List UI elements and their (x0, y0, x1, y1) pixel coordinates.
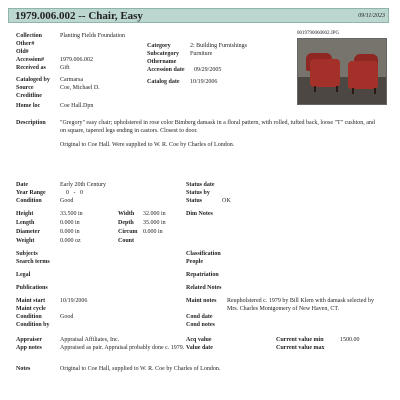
label-cond-notes: Cond notes (186, 322, 215, 328)
label-people: People (186, 259, 203, 265)
value-current-value-min: 1500.00 (340, 337, 360, 343)
label-height: Height (16, 211, 34, 217)
value-width: 32.000 in (143, 211, 166, 217)
value-received-as: Gift (60, 65, 70, 71)
value-category: 2: Building Furnishings (190, 43, 248, 49)
label-description: Description (16, 120, 46, 126)
label-condition: Condition (16, 198, 42, 204)
label-app-notes: App notes (16, 345, 42, 351)
label-maint-notes: Maint notes (186, 298, 217, 304)
value-accession-date: 09/29/2005 (194, 67, 222, 73)
value-diameter: 0.000 in (60, 229, 80, 235)
label-maint-cycle: Maint cycle (16, 306, 46, 312)
label-old: Old# (16, 49, 29, 55)
label-dim-notes: Dim Notes (186, 211, 213, 217)
value-catalog-date: 10/19/2006 (190, 79, 218, 85)
image-filename: 0019790060002.JPG (297, 31, 340, 36)
chair-seat-right (348, 61, 378, 89)
label-classification: Classification (186, 251, 221, 257)
label-current-value-max: Current value max (276, 345, 325, 351)
label-circum: Circum (118, 229, 138, 235)
label-cond-date: Cond date (186, 314, 213, 320)
value-status: OK (222, 198, 231, 204)
value-source: Coe, Michael D. (60, 85, 100, 91)
chair-seat-left (310, 59, 340, 87)
label-count: Count (118, 238, 135, 244)
chair-leg (314, 86, 316, 92)
value-notes: Original to Coe Hall, supplied to W. R. Coe by Charles of London. (60, 366, 221, 372)
value-condition: Good (60, 198, 74, 204)
label-current-value-min: Current value min (276, 337, 324, 343)
value-depth: 35.000 in (143, 220, 166, 226)
label-value-date: Value date (186, 345, 213, 351)
value-year-range: 0 - 0 (66, 190, 83, 196)
label-status: Status (186, 198, 203, 204)
value-maint-start: 10/19/2006 (60, 298, 88, 304)
value-home-loc: Coe Hall.Dpn (60, 103, 94, 109)
value-circum: 0.000 in (143, 229, 163, 235)
label-accession-date: Accession date (147, 67, 185, 73)
label-other: Other# (16, 41, 35, 47)
label-year-range: Year Range (16, 190, 46, 196)
chair-leg (352, 88, 354, 94)
value-collection: Planting Fields Foundation (60, 33, 126, 39)
value-height: 33.500 in (60, 211, 83, 217)
label-condition-2: Condition (16, 314, 42, 320)
label-related-notes: Related Notes (186, 285, 222, 291)
label-source: Source (16, 85, 34, 91)
label-repatriation: Repatriation (186, 272, 219, 278)
value-length: 0.000 in (60, 220, 80, 226)
value-accession: 1979.006.002 (60, 57, 93, 63)
label-depth: Depth (118, 220, 134, 226)
label-othername: Othername (147, 59, 177, 65)
label-status-date: Status date (186, 182, 215, 188)
chair-leg (336, 86, 338, 92)
print-date: 09/11/2023 (358, 13, 385, 19)
label-length: Length (16, 220, 35, 226)
label-received-as: Received as (16, 65, 46, 71)
value-condition-2: Good (60, 314, 74, 320)
label-weight: Weight (16, 238, 35, 244)
label-acq-value: Acq value (186, 337, 212, 343)
value-maint-notes: Reupholstered c. 1979 by Bill Klem with damask selected by Mrs. Charles Montgomery of New Haven, CT. (227, 298, 374, 312)
chair-leg (374, 88, 376, 94)
description-text-2: Original to Coe Hall. Were supplied to W. R. Coe by Charles of London. (60, 142, 235, 148)
label-catalog-date: Catalog date (147, 79, 180, 85)
label-creditline: Creditline (16, 93, 42, 99)
label-date: Date (16, 182, 28, 188)
record-title: 1979.006.002 -- Chair, Easy (15, 10, 143, 22)
label-subcategory: Subcategory (147, 51, 179, 57)
description-text: "Gregory" easy chair; upholstered in rose color Bimberg damask in a floral pattern, with rolled, tufted back, loose "T" cushion, and on square, tapered legs ending in castors. Closest to door. (60, 120, 375, 134)
label-search-terms: Search terms (16, 259, 50, 265)
value-cataloged-by: Carmarsa (60, 77, 83, 83)
label-width: Width (118, 211, 135, 217)
label-condition-by: Condition by (16, 322, 50, 328)
label-accession: Accession# (16, 57, 44, 63)
value-date: Early 20th Century (60, 182, 106, 188)
label-diameter: Diameter (16, 229, 40, 235)
label-maint-start: Maint start (16, 298, 46, 304)
label-legal: Legal (16, 272, 31, 278)
label-category: Category (147, 43, 171, 49)
label-status-by: Status by (186, 190, 210, 196)
value-appraiser: Appraisal Affiliates, Inc. (60, 337, 120, 343)
value-subcategory: Furniture (190, 51, 213, 57)
label-cataloged-by: Cataloged by (16, 77, 50, 83)
label-appraiser: Appraiser (16, 337, 42, 343)
label-home-loc: Home loc (16, 103, 41, 109)
record-header (8, 8, 389, 23)
label-subjects: Subjects (16, 251, 38, 257)
label-collection: Collection (16, 33, 42, 39)
label-publications: Publications (16, 285, 48, 291)
value-app-notes: Appraised as pair. Appraisal probably done c. 1979. (60, 345, 185, 351)
label-notes: Notes (16, 366, 31, 372)
object-photo (297, 38, 387, 105)
value-weight: 0.000 oz (60, 238, 81, 244)
